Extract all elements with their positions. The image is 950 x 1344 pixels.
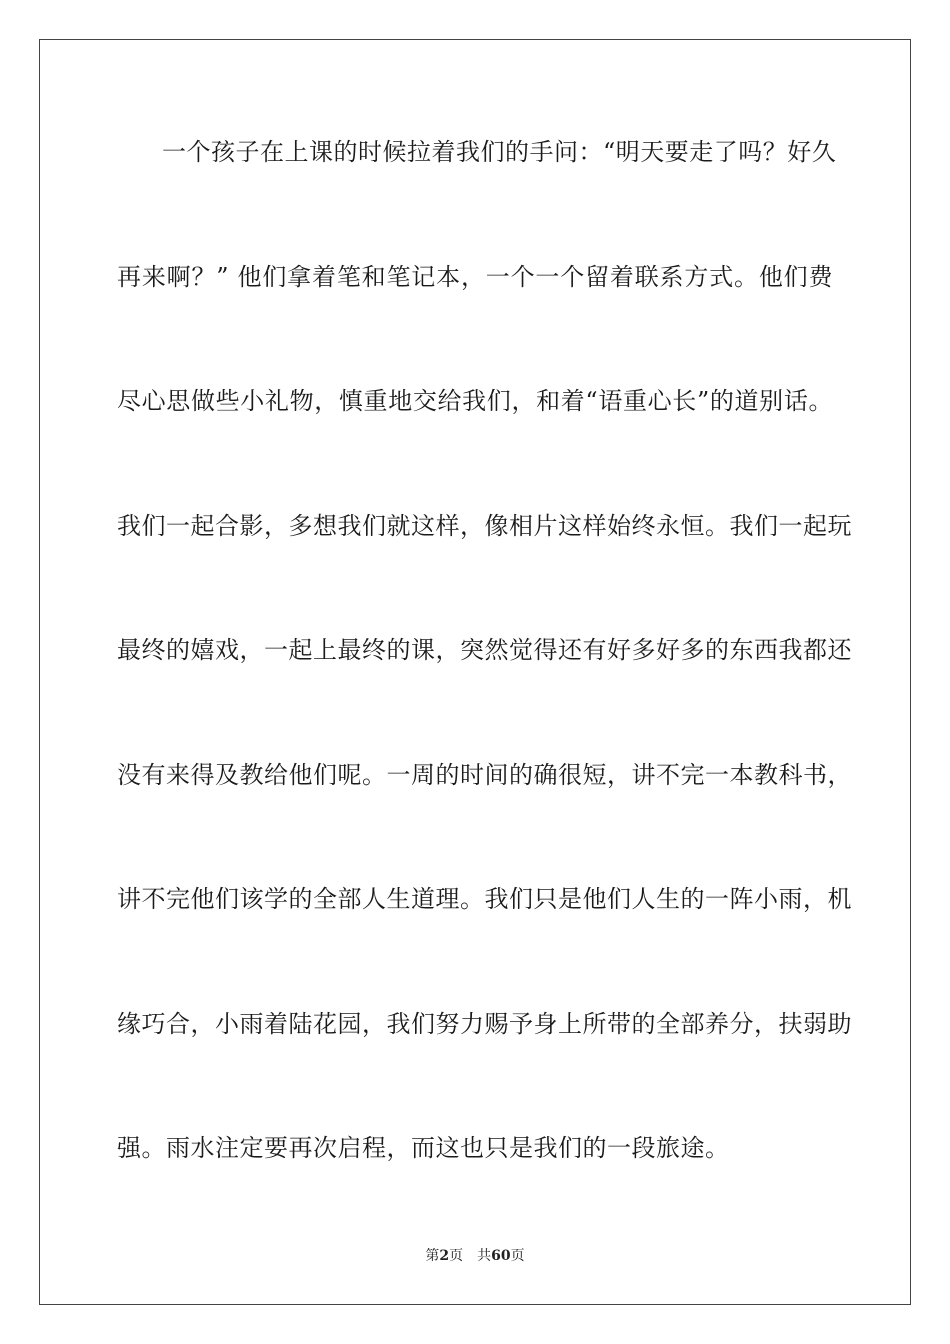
total-suffix: 页 xyxy=(510,1248,525,1264)
page-number: 2 xyxy=(439,1248,450,1264)
paragraph-line-3: 尽心思做些小礼物，慎重地交给我们，和着“语重心长”的道别话。 xyxy=(117,387,833,415)
page-footer xyxy=(0,1246,950,1266)
paragraph-line-9: 强。雨水注定要再次启程，而这也只是我们的一段旅途。 xyxy=(117,1134,730,1162)
paragraph-line-2: 再来啊？” 他们拿着笔和笔记本，一个一个留着联系方式。他们费 xyxy=(117,262,833,291)
paragraph-line-6: 没有来得及教给他们呢。一周的时间的确很短，讲不完一本教科书， xyxy=(117,760,852,789)
paragraph-line-8: 缘巧合，小雨着陆花园，我们努力赐予身上所带的全部养分，扶弱助 xyxy=(117,1009,852,1038)
total-prefix: 共 xyxy=(477,1248,492,1264)
document-body xyxy=(117,122,852,1243)
paragraph-line-1: 一个孩子在上课的时候拉着我们的手问：“明天要走了吗？好久 xyxy=(162,138,837,166)
page-suffix: 页 xyxy=(449,1248,464,1264)
total-pages: 60 xyxy=(491,1248,511,1264)
paragraph-line-7: 讲不完他们该学的全部人生道理。我们只是他们人生的一阵小雨，机 xyxy=(117,885,852,913)
paragraph-line-4: 我们一起合影，多想我们就这样，像相片这样始终永恒。我们一起玩 xyxy=(117,511,852,540)
paragraph-line-5: 最终的嬉戏，一起上最终的课，突然觉得还有好多好多的东西我都还 xyxy=(117,636,852,664)
page-prefix: 第 xyxy=(425,1248,440,1264)
